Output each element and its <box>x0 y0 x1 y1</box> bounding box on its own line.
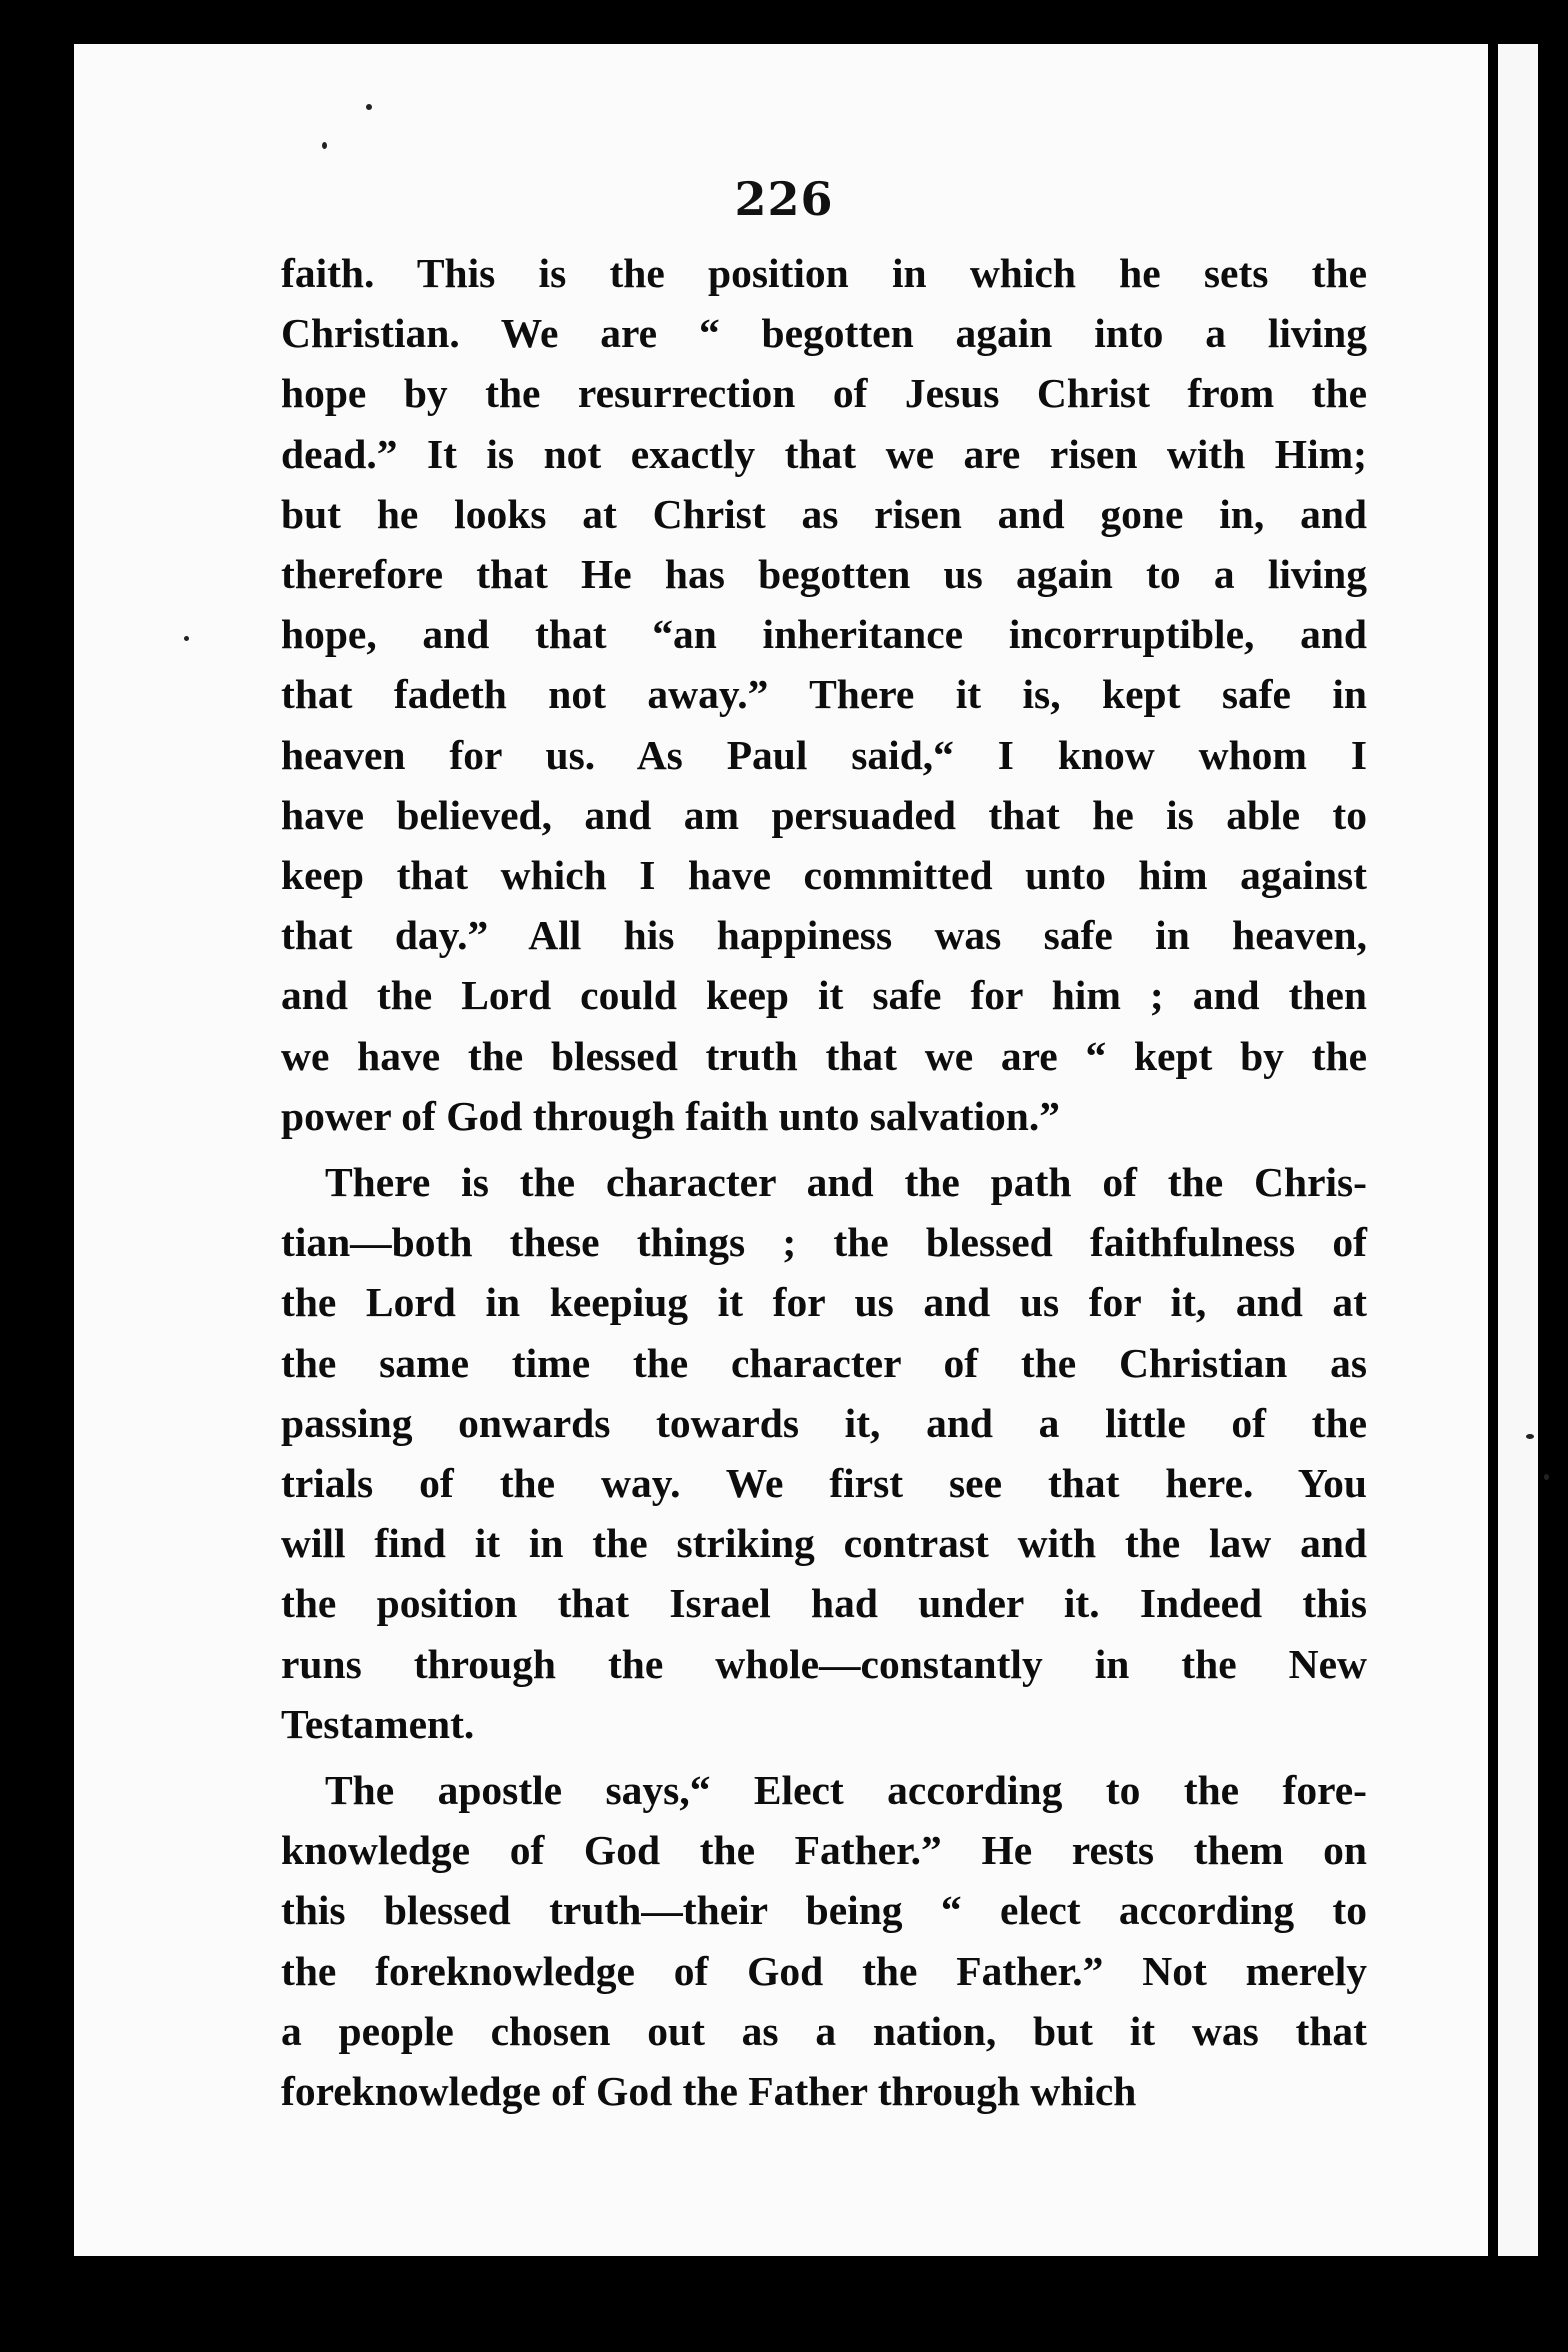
text-line: passing onwards towards it, and a little of the <box>281 1399 1367 1446</box>
text-line: runs through the whole—constantly in the New <box>281 1640 1367 1687</box>
text-line: faith. This is the position in which he sets the <box>281 250 1367 296</box>
text-line: and the Lord could keep it safe for him ; and then <box>281 972 1367 1019</box>
text-line: will find it in the striking contrast with the law and <box>281 1520 1367 1567</box>
text-line: Testament. <box>281 1700 475 1747</box>
facing-page-sliver <box>1498 44 1538 2256</box>
text-line: trials of the way. We first see that here. You <box>281 1460 1367 1507</box>
text-line: foreknowledge of God the Father through which <box>281 2068 1137 2115</box>
paragraph <box>281 243 1367 1146</box>
text-line: Christian. We are “ begotten again into a living <box>281 310 1367 357</box>
text-line: have believed, and am persuaded that he is able to <box>281 791 1367 838</box>
scan-speck <box>322 142 327 149</box>
text-line: the foreknowledge of God the Father.” Not merely <box>281 1947 1367 1994</box>
scan-speck <box>1526 1434 1534 1439</box>
text-line: the Lord in keepiug it for us and us for it, and at <box>281 1279 1367 1326</box>
body-text <box>281 243 1367 2121</box>
text-line: The apostle says,“ Elect according to the fore- <box>325 1767 1367 1814</box>
text-line: the position that Israel had under it. Indeed this <box>281 1580 1367 1627</box>
text-line: There is the character and the path of the Chris- <box>325 1159 1367 1206</box>
text-line: heaven for us. As Paul said,“ I know whom I <box>281 731 1367 778</box>
text-line: this blessed truth—their being “ elect according to <box>281 1887 1367 1934</box>
scan-speck <box>366 104 372 110</box>
text-line: hope, and that “an inheritance incorruptible, and <box>281 611 1367 658</box>
text-line: dead.” It is not exactly that we are risen with Him; <box>281 430 1367 477</box>
page-number: 226 <box>734 172 834 226</box>
paragraph <box>281 1760 1367 2121</box>
text-line: that day.” All his happiness was safe in heaven, <box>281 912 1367 959</box>
text-line: a people chosen out as a nation, but it was that <box>281 2007 1367 2054</box>
text-line: but he looks at Christ as risen and gone in, and <box>281 490 1367 537</box>
text-line: tian—both these things ; the blessed faithfulness of <box>281 1219 1367 1266</box>
text-line: we have the blessed truth that we are “ kept by the <box>281 1032 1367 1079</box>
text-line: hope by the resurrection of Jesus Christ from the <box>281 370 1367 417</box>
text-line: therefore that He has begotten us again to a living <box>281 551 1367 598</box>
text-line: that fadeth not away.” There it is, kept safe in <box>281 671 1367 718</box>
page-gutter-edge <box>1488 44 1498 2256</box>
paragraph <box>281 1152 1367 1754</box>
text-line: knowledge of God the Father.” He rests them on <box>281 1827 1367 1874</box>
text-line: power of God through faith unto salvation.” <box>281 1092 1061 1139</box>
text-line: keep that which I have committed unto him against <box>281 852 1367 899</box>
scan-speck <box>1544 1474 1549 1480</box>
text-line: the same time the character of the Christian as <box>281 1339 1367 1386</box>
scan-speck <box>184 636 189 641</box>
